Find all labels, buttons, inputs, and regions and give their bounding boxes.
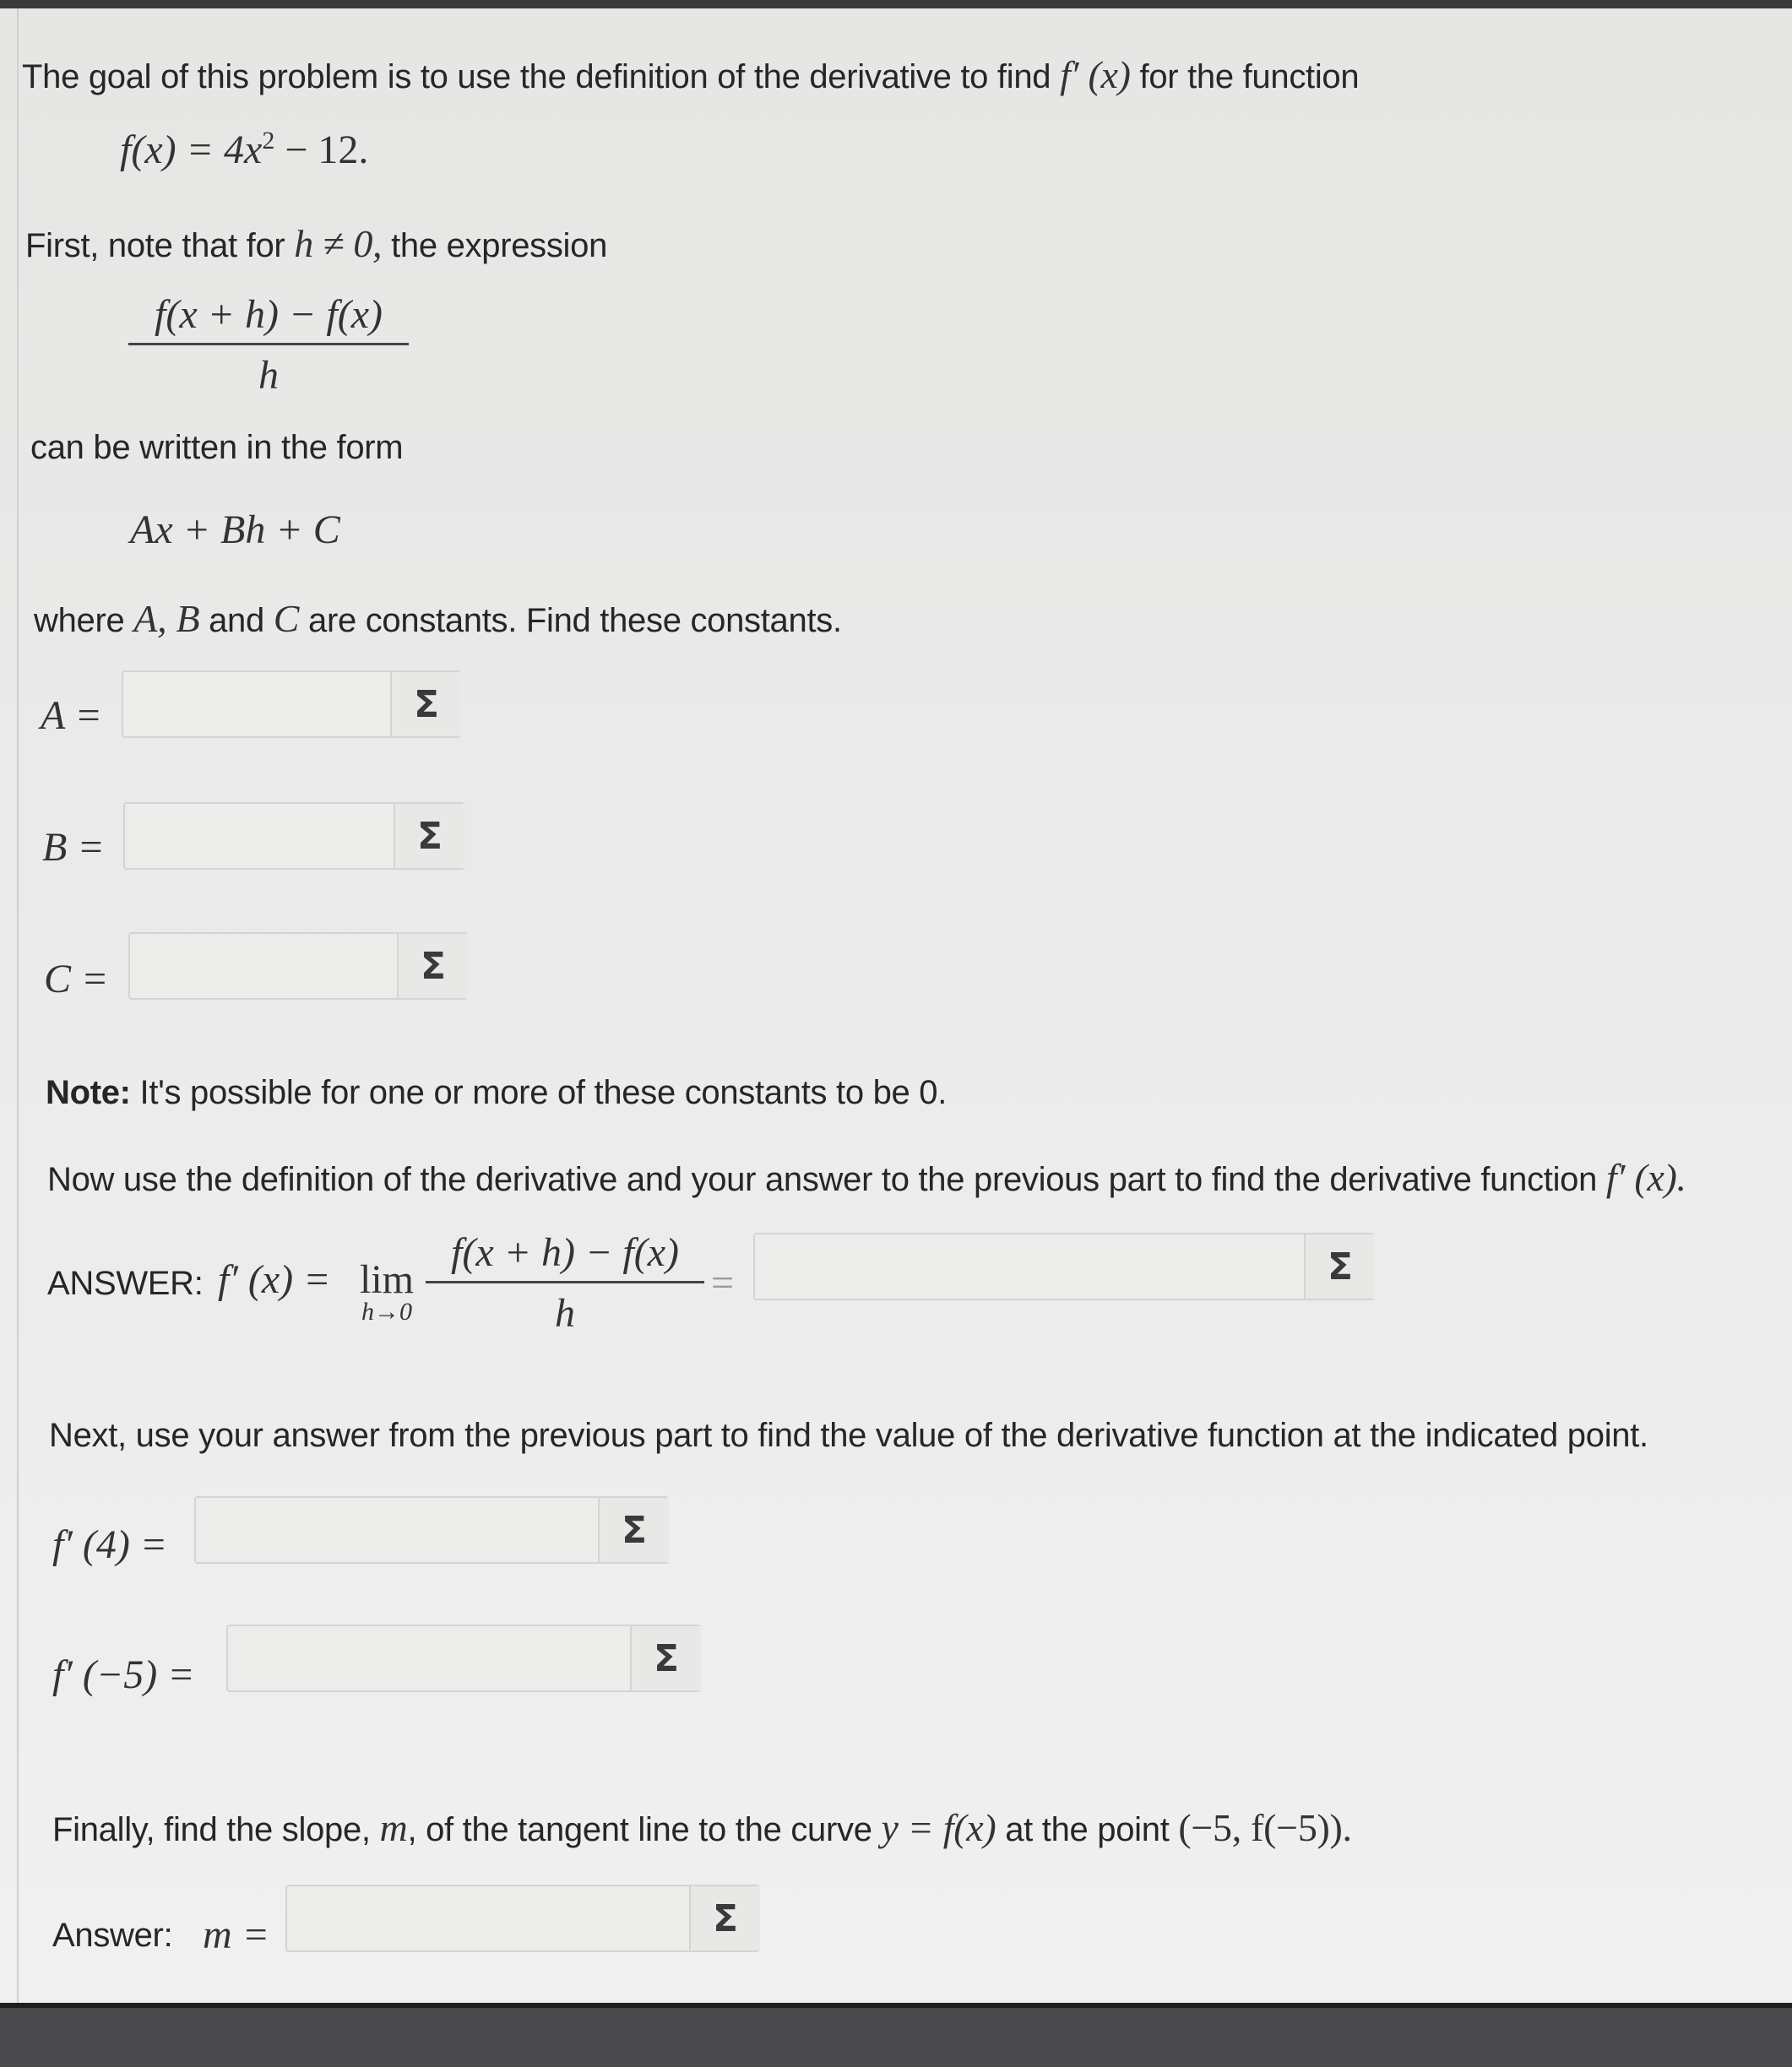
intro-line-1 [22,52,1359,97]
difference-quotient-denominator: h [258,353,279,398]
sigma-icon: Σ [621,1508,648,1552]
slope-instruction-mid: , of the tangent line to the curve [407,1811,872,1848]
slope-instruction-pre: Finally, find the slope, [52,1811,371,1848]
f-prime-4-sigma-button[interactable] [598,1498,669,1562]
derivative-quotient [426,1229,704,1337]
intro-line-4-post: are constants. Find these constants. [308,602,842,639]
b-answer-box [123,802,464,870]
intro-line-4 [34,596,842,641]
values-instruction: Next, use your answer from the previous part to find the value of the derivative function at the indicated point. [49,1417,1648,1454]
sigma-icon: Σ [420,944,447,988]
slope-input[interactable] [287,1886,691,1950]
derivative-instruction-text: Now use the definition of the derivative and your answer to the previous part to find the derivative function [47,1161,1598,1198]
f-prime-neg5-input[interactable] [228,1626,632,1690]
derivative-quotient-numerator: f(x + h) − f(x) [451,1230,679,1275]
fraction-bar [426,1281,704,1283]
note-label: Note: [46,1074,131,1111]
constant-c: C [273,597,300,640]
f-prime-4-answer-box [194,1496,669,1564]
sigma-icon: Σ [416,814,443,858]
note [46,1074,947,1112]
function-exponent: 2 [262,127,275,155]
linear-form: Ax + Bh + C [130,507,340,552]
slope-instruction-at: at the point [1005,1811,1170,1848]
bottom-bezel [0,2003,1792,2067]
b-sigma-button[interactable] [394,804,464,868]
b-input[interactable] [125,804,394,868]
c-input[interactable] [130,934,399,998]
difference-quotient-numerator: f(x + h) − f(x) [155,292,383,337]
sigma-icon: Σ [653,1636,680,1680]
h-not-zero: h ≠ 0, [294,222,383,265]
derivative-instruction-fprime: f′ (x). [1605,1156,1686,1199]
derivative-answer-box [753,1233,1375,1300]
f-prime-4-label: f′ (4) = [52,1522,168,1567]
slope-curve: y = f(x) [881,1806,996,1849]
fraction-bar [128,343,409,345]
intro-line-3: can be written in the form [30,429,404,466]
c-answer-box [128,932,468,1000]
intro-line-2-post: the expression [391,227,608,264]
limit-operator [353,1256,421,1326]
a-answer-box [122,670,461,738]
derivative-instruction [47,1155,1686,1200]
slope-m-label: m = [203,1912,270,1957]
derivative-equals: = [711,1261,735,1305]
intro-fprime: f′ (x) [1060,53,1131,96]
a-input[interactable] [123,672,392,736]
slope-answer-box [285,1885,760,1952]
b-label: B = [42,825,105,870]
derivative-sigma-button[interactable] [1304,1234,1375,1299]
c-label: C = [44,957,109,1001]
page-left-border [17,8,19,2011]
slope-instruction [52,1805,1352,1850]
intro-line-2 [25,221,607,266]
function-rhs: − 12. [274,127,369,172]
sigma-icon: Σ [413,682,440,726]
slope-sigma-button[interactable] [689,1886,760,1950]
a-label: A = [41,693,102,738]
lim-subscript: h→0 [361,1298,412,1326]
slope-answer-label: Answer: [52,1917,173,1954]
f-prime-neg5-answer-box [226,1625,701,1692]
derivative-quotient-denominator: h [555,1291,575,1336]
f-prime-neg5-sigma-button[interactable] [630,1626,701,1690]
intro-line-1-post: for the function [1139,58,1360,95]
intro-line-1-text: The goal of this problem is to use the definition of the derivative to find [22,58,1051,95]
sigma-icon: Σ [712,1896,739,1940]
slope-point: (−5, f(−5)). [1178,1806,1352,1849]
function-definition [120,127,368,173]
difference-quotient [128,291,409,399]
slope-m: m [379,1806,408,1849]
derivative-answer-label: ANSWER: [47,1265,204,1302]
intro-line-4-and: and [209,602,264,639]
lim-text: lim [359,1257,414,1302]
derivative-lhs: f′ (x) = [218,1257,331,1302]
intro-line-4-where: where [34,602,125,639]
bottom-bezel-edge [0,2003,1792,2008]
note-text: It's possible for one or more of these constants to be 0. [139,1074,948,1111]
f-prime-neg5-label: f′ (−5) = [52,1652,195,1697]
c-sigma-button[interactable] [397,934,468,998]
function-lhs: f(x) = 4x [120,127,263,172]
derivative-input[interactable] [755,1234,1304,1299]
a-sigma-button[interactable] [390,672,461,736]
sigma-icon: Σ [1327,1245,1354,1288]
intro-line-2-text: First, note that for [25,227,285,264]
problem-page [0,8,1792,2011]
f-prime-4-input[interactable] [196,1498,600,1562]
constants-a-b: A, B [133,597,200,640]
